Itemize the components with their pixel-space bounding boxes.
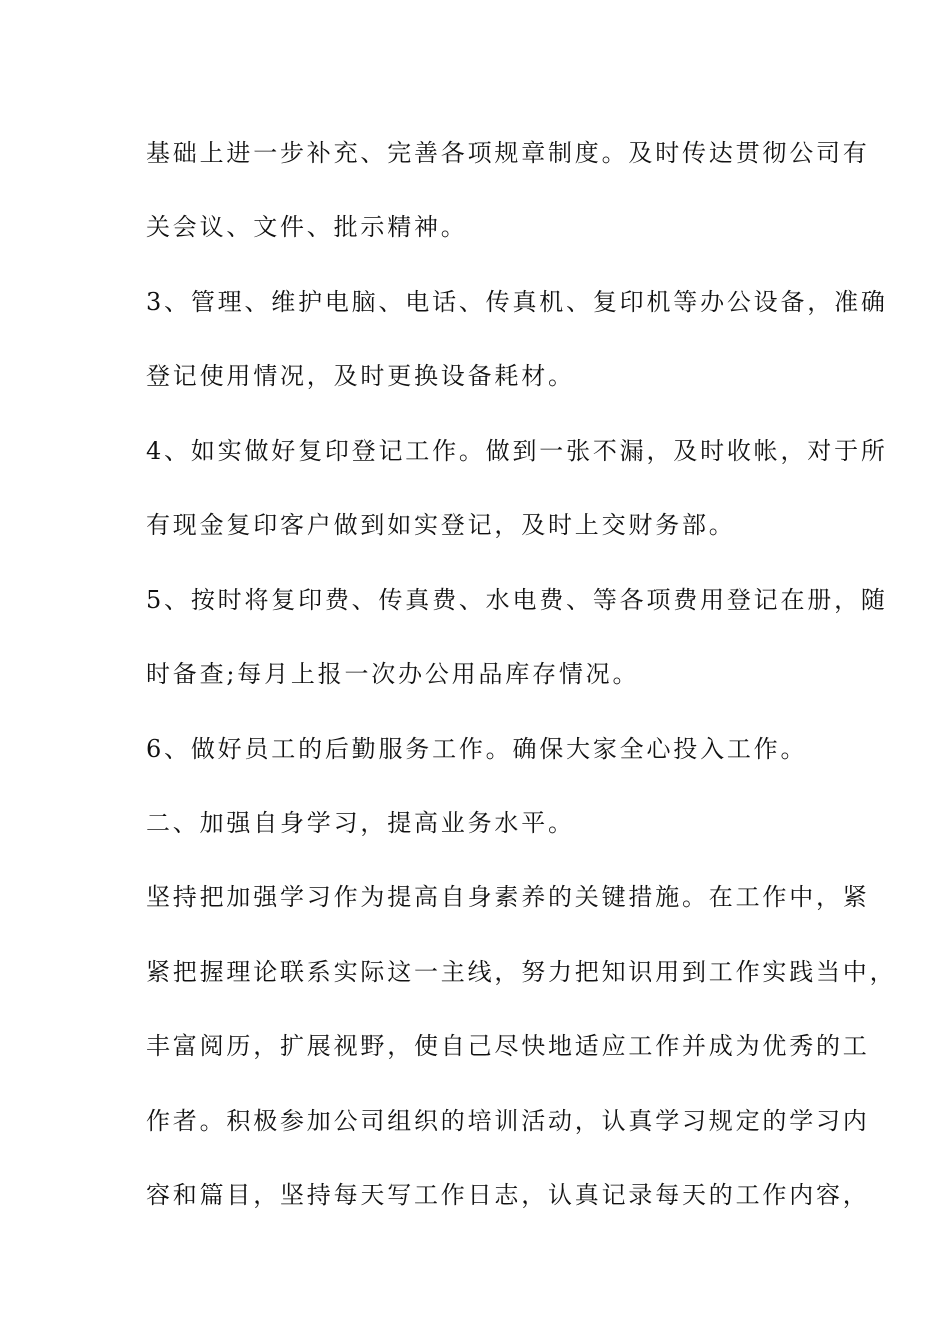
text-line: 丰富阅历，扩展视野，使自己尽快地适应工作并成为优秀的工 xyxy=(146,1032,870,1060)
text-line: 关会议、文件、批示精神。 xyxy=(146,213,468,241)
text-line: 3、管理、维护电脑、电话、传真机、复印机等办公设备，准确 xyxy=(146,288,888,316)
text-line: 5、按时将复印费、传真费、水电费、等各项费用登记在册，随 xyxy=(146,586,888,614)
text-line: 作者。积极参加公司组织的培训活动，认真学习规定的学习内 xyxy=(146,1107,870,1135)
text-line: 4、如实做好复印登记工作。做到一张不漏，及时收帐，对于所 xyxy=(146,437,888,465)
text-line: 紧把握理论联系实际这一主线，努力把知识用到工作实践当中， xyxy=(146,958,897,986)
text-line: 登记使用情况，及时更换设备耗材。 xyxy=(146,362,575,390)
text-line: 有现金复印客户做到如实登记，及时上交财务部。 xyxy=(146,511,736,539)
text-line: 容和篇目，坚持每天写工作日志，认真记录每天的工作内容， xyxy=(146,1181,870,1209)
text-line: 时备查;每月上报一次办公用品库存情况。 xyxy=(146,660,640,688)
text-line: 二、加强自身学习，提高业务水平。 xyxy=(146,809,575,837)
text-line: 基础上进一步补充、完善各项规章制度。及时传达贯彻公司有 xyxy=(146,139,870,167)
text-line: 坚持把加强学习作为提高自身素养的关键措施。在工作中，紧 xyxy=(146,883,870,911)
text-line: 6、做好员工的后勤服务工作。确保大家全心投入工作。 xyxy=(146,735,808,763)
